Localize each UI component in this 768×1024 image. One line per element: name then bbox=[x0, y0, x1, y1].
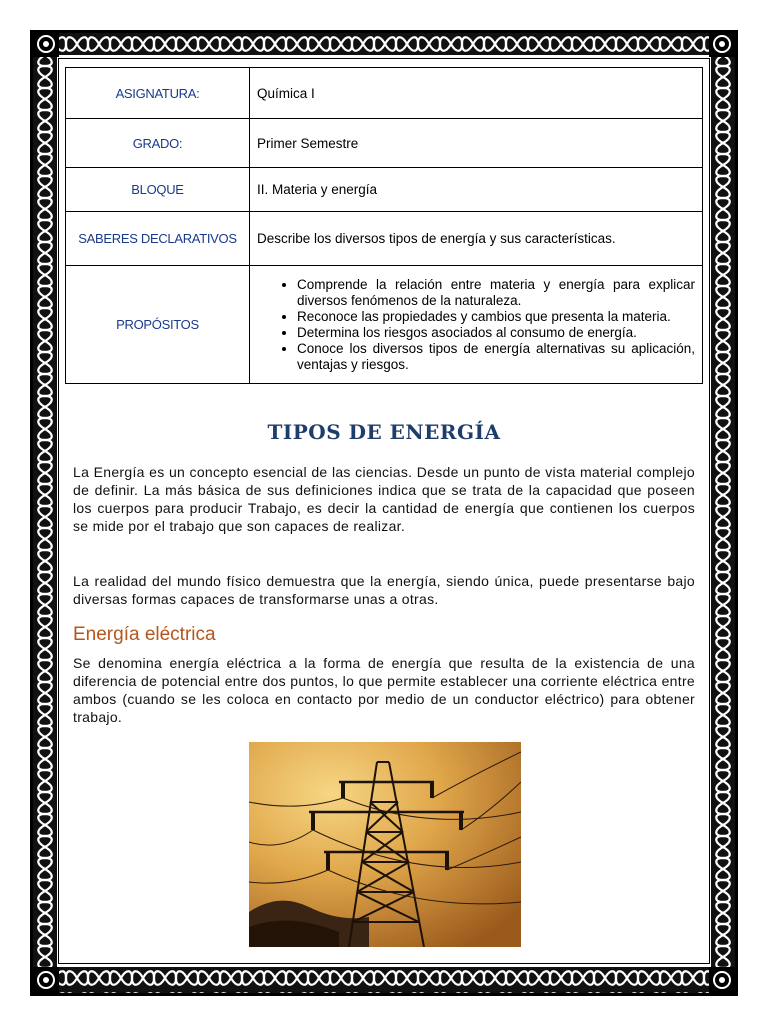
row-value-asignatura: Química I bbox=[250, 68, 703, 119]
corner-ornament-top-left bbox=[33, 31, 59, 57]
row-value-grado: Primer Semestre bbox=[250, 119, 703, 168]
paragraph-energy-definition: La Energía es un concepto esencial de las ciencias. Desde un punto de vista material complejo de definir. La más básica de sus definiciones indica que se trata de la capacidad que poseen los cuerpos para producir Trabajo, es decir la cantidad de energía que contienen los cuerpos se mide por el trabajo que son capaces de realizar. bbox=[73, 464, 695, 534]
list-item: • Comprende la relación entre materia y energía para explicar diversos fenómenos de la naturaleza. bbox=[297, 277, 695, 309]
paragraph-electric-energy: Se denomina energía eléctrica a la forma de energía que resulta de la existencia de una diferencia de potencial entre dos puntos, lo que permite establecer una corriente eléctrica entre ambos (cuando se les coloca en contacto por medio de un conductor eléctrico) para obtener trabajo. bbox=[73, 655, 695, 725]
list-item: • Determina los riesgos asociados al consumo de energía. bbox=[297, 325, 695, 341]
row-label-asignatura: ASIGNATURA: bbox=[66, 68, 250, 119]
table-row bbox=[66, 212, 703, 266]
table-row bbox=[66, 68, 703, 119]
row-label-bloque: BLOQUE bbox=[66, 168, 250, 212]
list-item: • Reconoce las propiedades y cambios que presenta la materia. bbox=[297, 309, 695, 325]
table-row bbox=[66, 119, 703, 168]
row-value-saberes: Describe los diversos tipos de energía y sus características. bbox=[250, 212, 703, 266]
paragraph-energy-forms: La realidad del mundo físico demuestra que la energía, siendo única, puede presentarse bajo diversas formas capaces de transformarse unas a otras. bbox=[73, 573, 695, 607]
corner-ornament-bottom-right bbox=[709, 967, 735, 993]
table-row bbox=[66, 168, 703, 212]
corner-ornament-top-right bbox=[709, 31, 735, 57]
course-info-table bbox=[65, 67, 703, 384]
corner-ornament-bottom-left bbox=[33, 967, 59, 993]
row-value-bloque: II. Materia y energía bbox=[250, 168, 703, 212]
row-label-saberes: SABERES DECLARATIVOS bbox=[66, 212, 250, 266]
border-top-ornament bbox=[33, 33, 735, 55]
border-left-ornament bbox=[33, 55, 57, 967]
purposes-list bbox=[251, 277, 701, 373]
subheading-electric-energy: Energía eléctrica bbox=[73, 624, 216, 645]
row-label-grado: GRADO: bbox=[66, 119, 250, 168]
power-tower-photo bbox=[249, 742, 521, 947]
border-right-ornament bbox=[711, 55, 735, 967]
table-row bbox=[66, 266, 703, 384]
border-bottom-ornament bbox=[33, 967, 735, 993]
section-title: TIPOS DE ENERGÍA bbox=[267, 420, 501, 444]
row-value-propositos bbox=[250, 266, 703, 384]
list-item: • Conoce los diversos tipos de energía alternativas su aplicación, ventajas y riesgos. bbox=[297, 341, 695, 373]
row-label-propositos: PROPÓSITOS bbox=[66, 266, 250, 384]
